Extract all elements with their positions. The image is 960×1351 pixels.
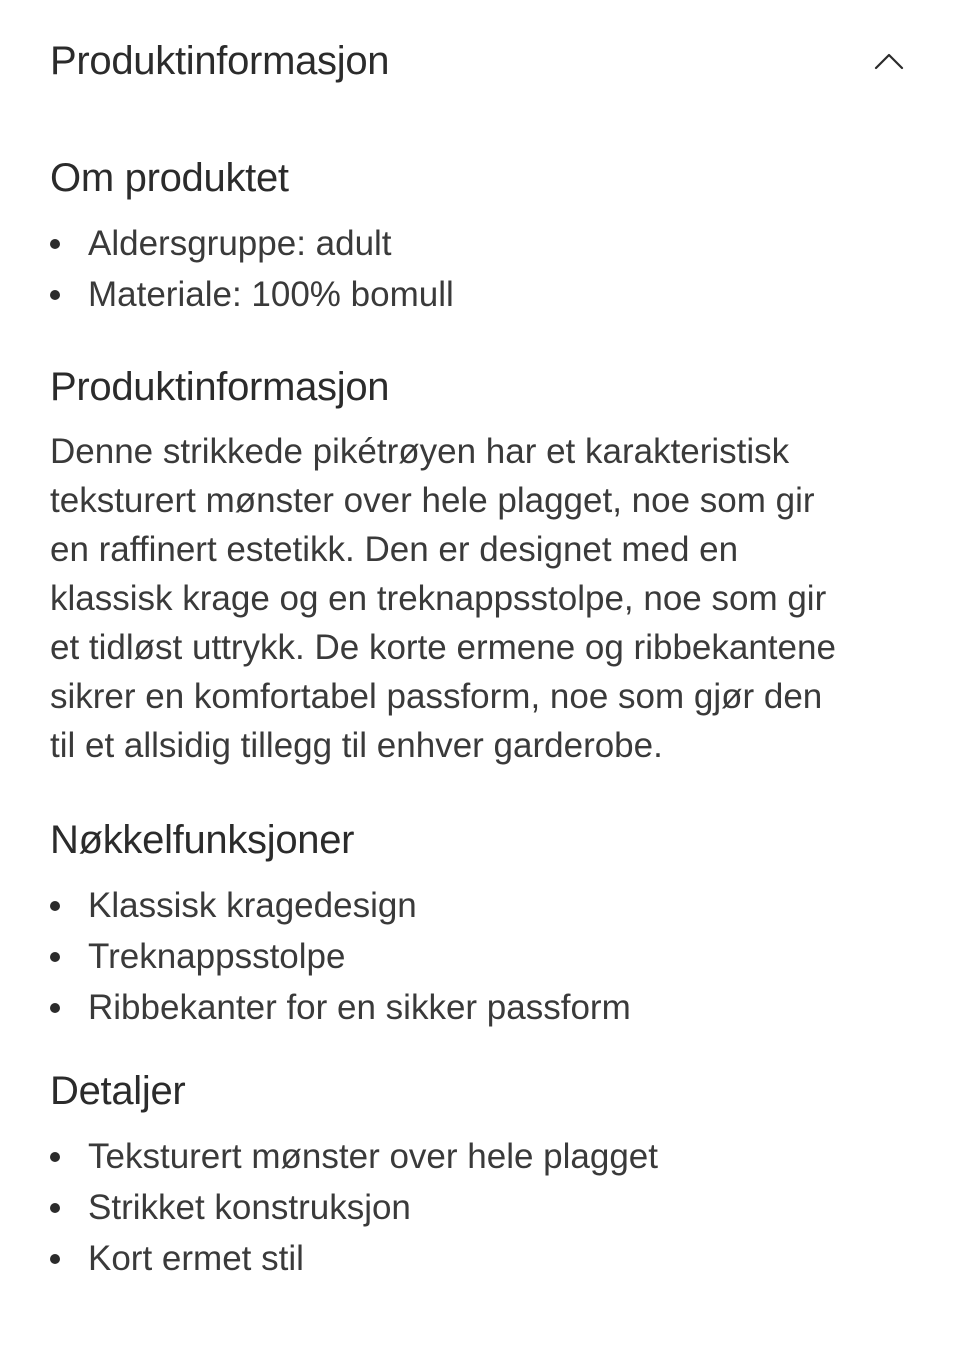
accordion-title: Produktinformasjon [50,38,390,83]
chevron-up-icon[interactable] [872,44,906,78]
list-item: Kort ermet stil [50,1233,910,1284]
section-nokkelfunksjoner [50,802,910,1033]
list-item: Ribbekanter for en sikker passform [50,982,910,1033]
accordion-content [50,140,910,1284]
description-line: til et allsidig tillegg til enhver garderobe. [50,726,663,765]
description-line: Denne strikkede pikétrøyen har et karakteristisk [50,432,790,471]
list-item: Strikket konstruksjon [50,1182,910,1233]
list-item: Treknappsstolpe [50,931,910,982]
section-heading: Detaljer [50,1069,186,1113]
list-item: Aldersgruppe: adult [50,218,910,269]
list-item: Materiale: 100% bomull [50,269,910,320]
section-produktinformasjon [50,349,910,770]
description-line: en raffinert estetikk. Den er designet med en [50,530,739,569]
product-description [50,427,910,770]
section-heading: Om produktet [50,156,289,200]
description-line: sikrer en komfortabel passform, noe som gjør den [50,677,823,716]
section-detaljer [50,1053,910,1284]
description-line: klassisk krage og en treknappsstolpe, noe som gir [50,579,827,618]
bullet-list [50,218,910,320]
section-om-produktet [50,140,910,320]
section-heading: Produktinformasjon [50,365,390,409]
section-heading: Nøkkelfunksjoner [50,818,355,862]
accordion-header[interactable] [50,30,910,92]
bullet-list [50,1131,910,1284]
description-line: et tidløst uttrykk. De korte ermene og ribbekantene [50,628,836,667]
list-item: Teksturert mønster over hele plagget [50,1131,910,1182]
list-item: Klassisk kragedesign [50,880,910,931]
bullet-list [50,880,910,1033]
description-line: teksturert mønster over hele plagget, noe som gir [50,481,815,520]
